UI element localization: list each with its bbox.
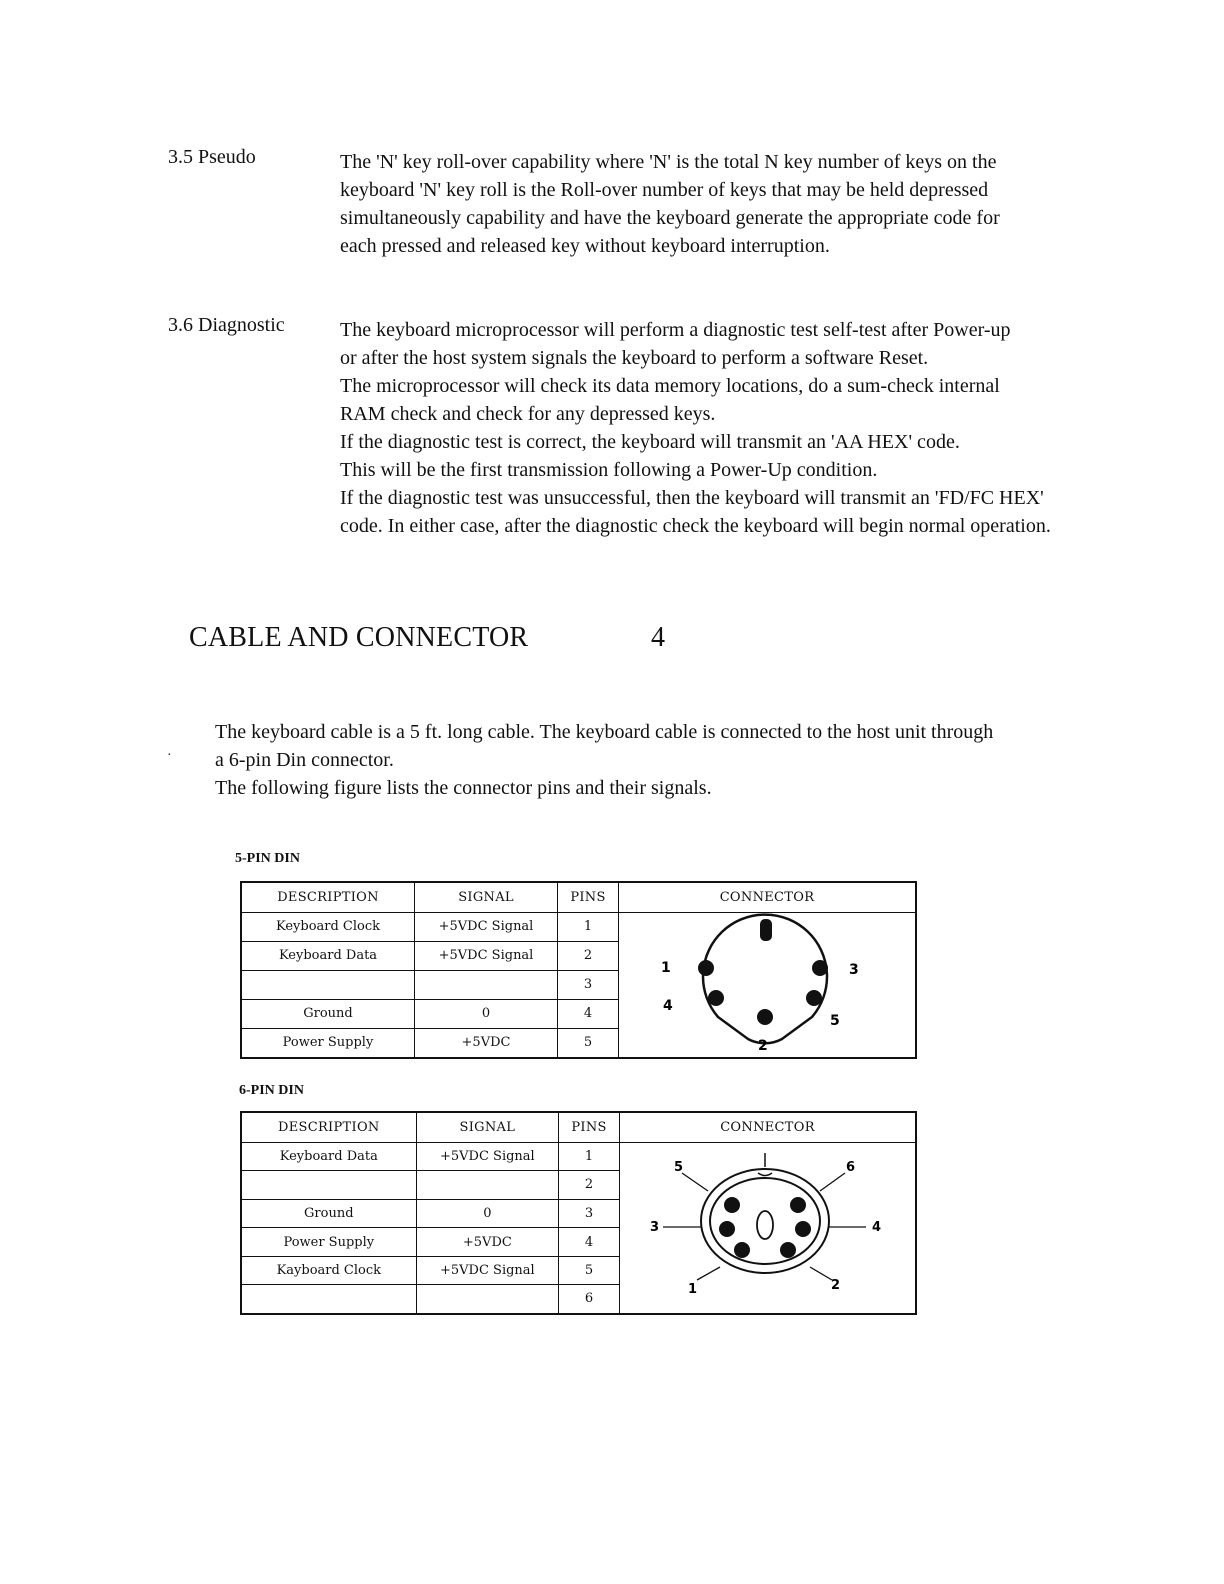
cell-signal: 0 xyxy=(415,999,558,1028)
text-line: each pressed and released key without keyboard interruption. xyxy=(340,235,830,257)
table-6pin-title: 6-PIN DIN xyxy=(239,1083,304,1098)
cell-description: Power Supply xyxy=(241,1028,415,1057)
cell-pin: 4 xyxy=(558,999,619,1028)
pin-6 xyxy=(790,1197,806,1213)
cell-description xyxy=(241,970,415,999)
cell-description: Keyboard Data xyxy=(241,941,415,970)
cell-signal: +5VDC xyxy=(415,1028,558,1057)
cell-pin: 3 xyxy=(559,1199,620,1228)
table-6pin xyxy=(240,1111,917,1315)
table-5pin xyxy=(240,881,917,1059)
pin-label: 5 xyxy=(829,1012,840,1029)
cell-pin: 3 xyxy=(558,970,619,999)
text-line: The keyboard microprocessor will perform a diagnostic test self-test after Power-up xyxy=(340,319,1011,341)
header-connector: CONNECTOR xyxy=(620,1112,917,1142)
leader-line xyxy=(697,1267,720,1280)
section-3-5-text xyxy=(340,148,1000,260)
text-line: The 'N' key roll-over capability where 'N' is the total N key number of keys on the xyxy=(340,151,997,173)
pin-3 xyxy=(719,1221,735,1237)
pin-1 xyxy=(734,1242,750,1258)
pin-2 xyxy=(780,1242,796,1258)
section-3-6-text xyxy=(340,316,1051,540)
text-line: keyboard 'N' key roll is the Roll-over number of keys that may be held depressed xyxy=(340,179,989,201)
chapter-title: CABLE AND CONNECTOR xyxy=(189,622,529,653)
leader-line xyxy=(820,1173,845,1191)
text-line: If the diagnostic test is correct, the keyboard will transmit an 'AA HEX' code. xyxy=(340,431,960,453)
intro-text xyxy=(215,718,993,802)
connector-inner-ring xyxy=(710,1178,820,1264)
header-pins: PINS xyxy=(558,882,619,912)
pin-label: 3 xyxy=(650,1219,660,1235)
pin-label: 6 xyxy=(846,1159,856,1175)
text-line: If the diagnostic test was unsuccessful, then the keyboard will transmit an 'FD/FC HEX' xyxy=(340,487,1044,509)
text-line: a 6-pin Din connector. xyxy=(215,749,394,771)
cell-signal xyxy=(416,1171,559,1200)
cell-signal: +5VDC Signal xyxy=(416,1256,559,1285)
pin-label: 4 xyxy=(662,997,673,1014)
pin-label: 4 xyxy=(872,1219,882,1235)
cell-signal: +5VDC Signal xyxy=(415,941,558,970)
section-3-6-label: 3.6 Diagnostic xyxy=(168,314,285,336)
cell-description xyxy=(241,1171,416,1200)
header-signal: SIGNAL xyxy=(415,882,558,912)
pin-label: 5 xyxy=(674,1159,684,1175)
cell-pin: 4 xyxy=(559,1228,620,1257)
cell-signal xyxy=(415,970,558,999)
din-5pin-diagram xyxy=(620,913,915,1053)
cell-pin: 2 xyxy=(559,1171,620,1200)
pin-label: 1 xyxy=(660,959,671,976)
cell-pin: 6 xyxy=(559,1285,620,1314)
pin-label: 2 xyxy=(831,1277,841,1293)
din-6pin-diagram xyxy=(620,1143,915,1309)
cell-signal: 0 xyxy=(416,1199,559,1228)
cell-pin: 5 xyxy=(558,1028,619,1057)
header-connector: CONNECTOR xyxy=(619,882,917,912)
text-line: RAM check and check for any depressed keys. xyxy=(340,403,716,425)
pin-3 xyxy=(812,960,828,976)
table-row xyxy=(241,1142,916,1171)
leader-line xyxy=(810,1267,832,1280)
chapter-number: 4 xyxy=(651,622,665,653)
connector-key xyxy=(760,919,772,941)
cell-signal: +5VDC xyxy=(416,1228,559,1257)
cell-description: Keyboard Data xyxy=(241,1142,416,1171)
cell-description: Power Supply xyxy=(241,1228,416,1257)
cell-pin: 1 xyxy=(559,1142,620,1171)
connector-diagram-cell xyxy=(619,912,917,1058)
pin-label: 2 xyxy=(757,1037,768,1053)
center-post xyxy=(757,1211,773,1239)
key-notch xyxy=(758,1173,772,1176)
cell-description: Kayboard Clock xyxy=(241,1256,416,1285)
pin-4 xyxy=(795,1221,811,1237)
header-pins: PINS xyxy=(559,1112,620,1142)
pin-label: 3 xyxy=(848,961,859,978)
pin-4 xyxy=(708,990,724,1006)
pin-1 xyxy=(698,960,714,976)
text-line: simultaneously capability and have the keyboard generate the appropriate code for xyxy=(340,207,1000,229)
cell-pin: 2 xyxy=(558,941,619,970)
section-3-5-label: 3.5 Pseudo xyxy=(168,146,256,168)
text-line: This will be the first transmission following a Power-Up condition. xyxy=(340,459,878,481)
cell-description xyxy=(241,1285,416,1314)
cell-signal: +5VDC Signal xyxy=(415,912,558,941)
leader-line xyxy=(682,1173,708,1191)
margin-mark: · xyxy=(167,748,172,763)
pin-5 xyxy=(806,990,822,1006)
cell-description: Ground xyxy=(241,1199,416,1228)
cell-signal: +5VDC Signal xyxy=(416,1142,559,1171)
table-row xyxy=(241,912,916,941)
cell-signal xyxy=(416,1285,559,1314)
text-line: code. In either case, after the diagnostic check the keyboard will begin normal operation. xyxy=(340,515,1051,537)
pin-5 xyxy=(724,1197,740,1213)
pin-2 xyxy=(757,1009,773,1025)
text-line: The microprocessor will check its data memory locations, do a sum-check internal xyxy=(340,375,1000,397)
header-signal: SIGNAL xyxy=(416,1112,559,1142)
cell-description: Keyboard Clock xyxy=(241,912,415,941)
text-line: The keyboard cable is a 5 ft. long cable. The keyboard cable is connected to the host unit through xyxy=(215,721,994,743)
connector-diagram-cell xyxy=(620,1142,917,1314)
text-line: The following figure lists the connector pins and their signals. xyxy=(215,777,712,799)
cell-pin: 1 xyxy=(558,912,619,941)
text-line: or after the host system signals the keyboard to perform a software Reset. xyxy=(340,347,929,369)
header-description: DESCRIPTION xyxy=(241,882,415,912)
pin-label: 1 xyxy=(688,1281,698,1297)
header-description: DESCRIPTION xyxy=(241,1112,416,1142)
table-5pin-title: 5-PIN DIN xyxy=(235,851,300,866)
connector-outer-ring xyxy=(701,1169,829,1273)
cell-description: Ground xyxy=(241,999,415,1028)
cell-pin: 5 xyxy=(559,1256,620,1285)
